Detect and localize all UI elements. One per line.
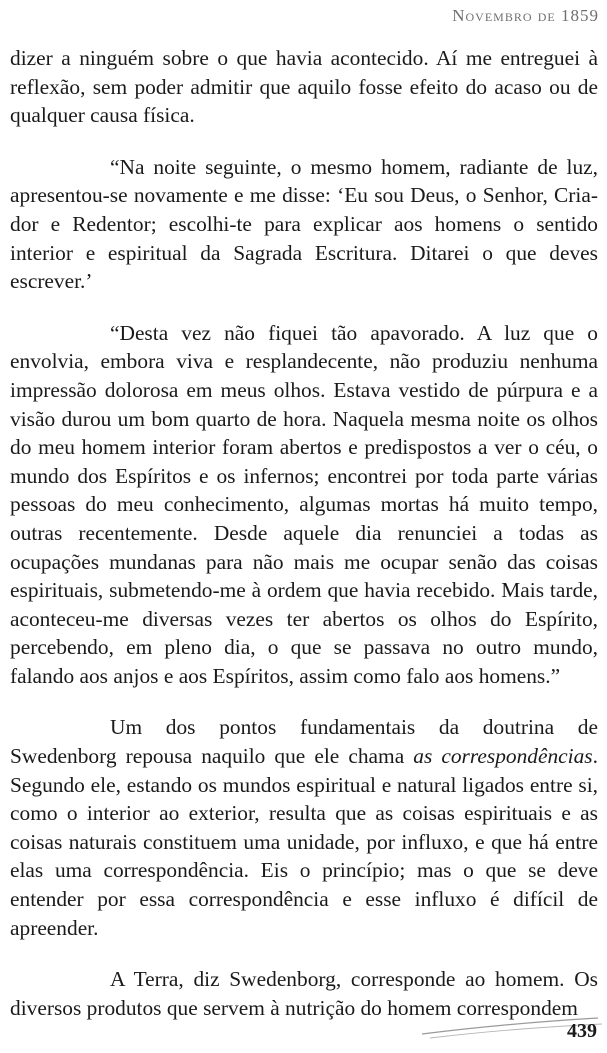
paragraph-text: Um dos pontos fundamentais da doutrina de Swedenborg repousa naquilo que ele chama (10, 715, 598, 769)
italic-term: as correspondências (413, 744, 593, 769)
paragraph: “Desta vez não fiquei tão apavorado. A luz que o envolvia, embora viva e resplandecente, não produziu nenhuma impressão dolorosa em meus olhos. Estava vestido de púrpura e a visão durou um bom quarto de hora. Naquela mesma noite os olhos do meu homem interior foram abertos e predispostos a ver o céu, o mundo dos Espíritos e os infernos; encontrei por toda parte várias pessoas do meu conhecimento, algumas mortas há muito tempo, outras recentemente. Desde aquele dia renunciei a todas as ocupações mundanas para não mais me ocupar senão das coisas espirituais, submetendo-me à ordem que havia recebido. Mais tarde, aconteceu-me diversas vezes ter abertos os olhos do Espírito, percebendo, em pleno dia, o que se passava no outro mundo, falando aos anjos e aos Espíritos, assim como falo aos homens.” (10, 320, 598, 688)
running-header: Novembro de 1859 (452, 6, 599, 25)
page-number: 439 (567, 1020, 597, 1042)
paragraph: A Terra, diz Swedenborg, corresponde ao homem. Os diversos produtos que servem à nutrição do homem correspondem (10, 967, 598, 1020)
paragraph (10, 713, 598, 942)
page-body (10, 44, 598, 1022)
paragraph: “Na noite seguinte, o mesmo homem, radiante de luz, apresentou-se novamente e me disse: ‘Eu sou Deus, o Senhor, Criador e Redentor; escolhi-te para explicar aos homens o sentido interior e espiritual da Sagrada Escritura. Ditarei o que deves escrever.’ (10, 154, 598, 294)
paragraph-text: . Segundo ele, estando os mundos espiritual e natural ligados entre si, como o interior ao exterior, resulta que as coisas espirituais e as coisas naturais constituem uma unidade, por influxo, e que há entre elas uma correspondência. Eis o princípio; mas o que se deve entender por essa correspondência e esse influxo é difícil de apreender. (10, 744, 598, 940)
paragraph: dizer a ninguém sobre o que havia acontecido. Aí me entreguei à reflexão, sem poder admitir que aquilo fosse efeito do acaso ou de qualquer causa física. (10, 46, 598, 128)
